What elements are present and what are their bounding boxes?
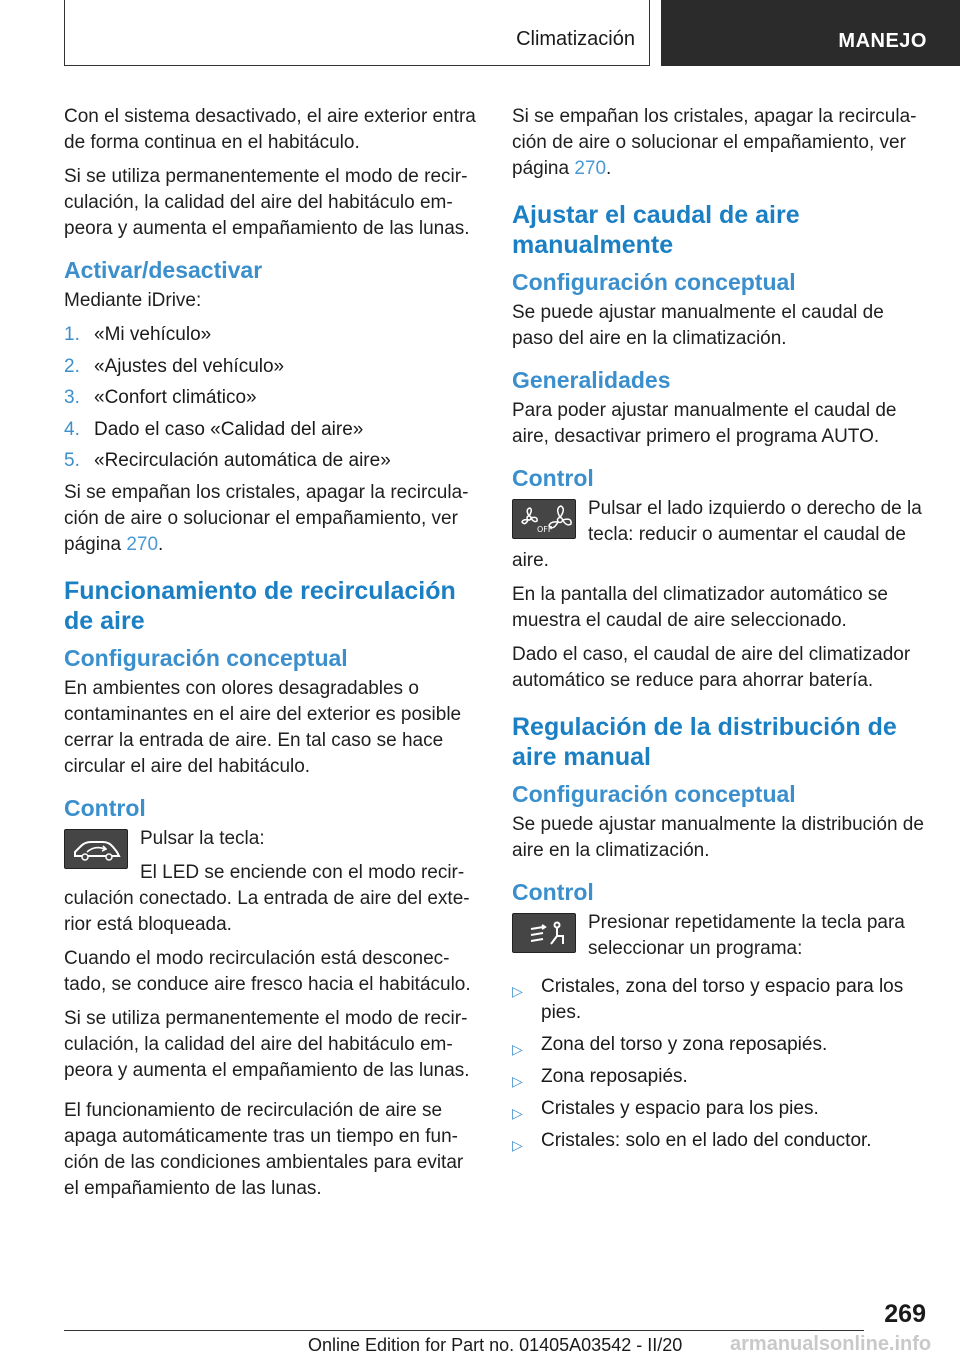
list-item (64, 448, 476, 474)
section-heading: Configuración conceptual (64, 644, 348, 671)
list-item (512, 1064, 924, 1090)
section-heading: Generalidades (512, 367, 671, 393)
step-number: 2. (64, 355, 80, 377)
distribution-control-block (512, 910, 924, 970)
header-frame (64, 0, 650, 66)
bullet-text: Cristales, zona del torso y espacio para los pies. (541, 976, 904, 1023)
recirculation-button-icon (64, 829, 128, 869)
list-item (64, 385, 476, 411)
recirculation-control-block (64, 826, 476, 946)
step-number: 5. (64, 450, 80, 471)
paragraph: El LED se enciende con el modo recirculación conectado. La entrada de aire del exterior está bloqueada. (64, 861, 470, 935)
paragraph: Cuando el modo recirculación está desconectado, se conduce aire fresco hacia el habitáculo. (64, 947, 471, 995)
fan-off-label: OFF (537, 525, 553, 534)
step-text: «Mi vehículo» (94, 324, 212, 345)
chapter-heading: Funcionamiento de recirculación de aire (64, 576, 456, 635)
list-item (512, 974, 924, 1026)
section-heading: Control (64, 794, 146, 821)
paragraph: Pulsar el lado izquierdo o derecho de la tecla: reducir o aumentar el caudal de aire. (512, 498, 922, 571)
paragraph: Con el sistema desactivado, el aire exterior entra de forma continua en el habitáculo. (64, 106, 476, 153)
step-number: 1. (64, 324, 80, 345)
step-text: Dado el caso «Calidad del aire» (94, 418, 364, 440)
page-reference-link[interactable]: 270 (126, 533, 159, 555)
bullet-text: Zona reposapiés. (541, 1066, 688, 1087)
idrive-steps-list (64, 322, 476, 474)
left-column (64, 104, 476, 1210)
step-text: «Recirculación automática de aire» (94, 450, 391, 471)
list-item (512, 1096, 924, 1122)
list-item (64, 322, 476, 348)
paragraph-text: Si se empañan los cristales, apagar la recirculación de aire o solucionar el empañamiento, ver página (512, 106, 917, 179)
paragraph: Presionar repetidamente la tecla para seleccionar un programa: (588, 912, 905, 959)
bullet-text: Cristales: solo en el lado del conductor. (541, 1130, 872, 1151)
triangle-bullet-icon: ▷ (512, 1073, 523, 1089)
paragraph: En la pantalla del climatizador automático se muestra el caudal de aire seleccionado. (512, 584, 888, 631)
chapter-tab-label: MANEJO (838, 30, 927, 52)
edition-footer: Online Edition for Part no. 01405A03542 - II/20 (308, 1335, 683, 1355)
list-item (512, 1128, 924, 1154)
paragraph: Pulsar la tecla: (140, 827, 265, 849)
page-number: 269 (884, 1300, 926, 1328)
right-column (512, 104, 924, 1160)
section-heading: Configuración conceptual (512, 781, 796, 807)
air-distribution-button-icon (512, 913, 576, 953)
chapter-heading: Ajustar el caudal de aire manualmente (512, 201, 800, 259)
paragraph: Si se utiliza permanentemente el modo de recirculación, la calidad del aire del habitáculo empeora y aumenta el empañamiento de las lunas. (64, 166, 470, 239)
list-item (64, 417, 476, 443)
paragraph: Se puede ajustar manualmente el caudal de paso del aire en la climatización. (512, 302, 884, 349)
step-text: «Ajustes del vehículo» (94, 355, 285, 377)
bullet-text: Zona del torso y zona reposapiés. (541, 1034, 828, 1055)
step-text: «Confort climático» (94, 387, 257, 408)
list-item (64, 354, 476, 380)
paragraph: Para poder ajustar manualmente el caudal de aire, desactivar primero el programa AUTO. (512, 400, 897, 447)
fan-speed-button-icon (512, 499, 576, 539)
triangle-bullet-icon: ▷ (512, 1137, 523, 1153)
step-number: 4. (64, 418, 80, 440)
paragraph-text: . (606, 158, 612, 179)
paragraph: El funcionamiento de recirculación de aire se apaga automáticamente tras un tiempo en función de las condiciones ambientales para evitar el empañamiento de las lunas. (64, 1099, 464, 1199)
paragraph (512, 104, 924, 182)
triangle-bullet-icon: ▷ (512, 1041, 523, 1057)
paragraph: Dado el caso, el caudal de aire del climatizador automático se reduce para ahorrar batería. (512, 644, 911, 691)
page-reference-link[interactable]: 270 (574, 158, 607, 179)
paragraph-text: . (158, 533, 164, 555)
section-heading: Configuración conceptual (512, 269, 796, 295)
fan-control-block (512, 496, 924, 582)
paragraph: Si se utiliza permanentemente el modo de recirculación, la calidad del aire del habitáculo empeora y aumenta el empañamiento de las lunas. (64, 1007, 470, 1081)
distribution-programs-list (512, 974, 924, 1154)
paragraph-text: Si se empañan los cristales, apagar la recirculación de aire o solucionar el empañamiento, ver página (64, 481, 469, 555)
section-heading: Control (512, 465, 594, 491)
paragraph: Mediante iDrive: (64, 290, 202, 311)
paragraph (64, 480, 476, 558)
section-heading: Activar/desactivar (64, 257, 263, 283)
chapter-heading: Regulación de la distribución de aire manual (512, 713, 897, 771)
paragraph: En ambientes con olores desagradables o contaminantes en el aire del exterior es posible cerrar la entrada de aire. En tal caso se hace circular el aire del habitáculo. (64, 677, 462, 777)
step-number: 3. (64, 387, 80, 408)
triangle-bullet-icon: ▷ (512, 983, 523, 999)
triangle-bullet-icon: ▷ (512, 1105, 523, 1121)
bullet-text: Cristales y espacio para los pies. (541, 1098, 819, 1119)
chapter-tab[interactable] (661, 0, 960, 66)
section-heading: Control (512, 879, 594, 905)
paragraph: Se puede ajustar manualmente la distribución de aire en la climatización. (512, 814, 924, 861)
watermark: armanualsonline.info (730, 1333, 932, 1355)
header-section-title: Climatización (516, 28, 635, 50)
footer-divider (64, 1330, 864, 1331)
list-item (512, 1032, 924, 1058)
